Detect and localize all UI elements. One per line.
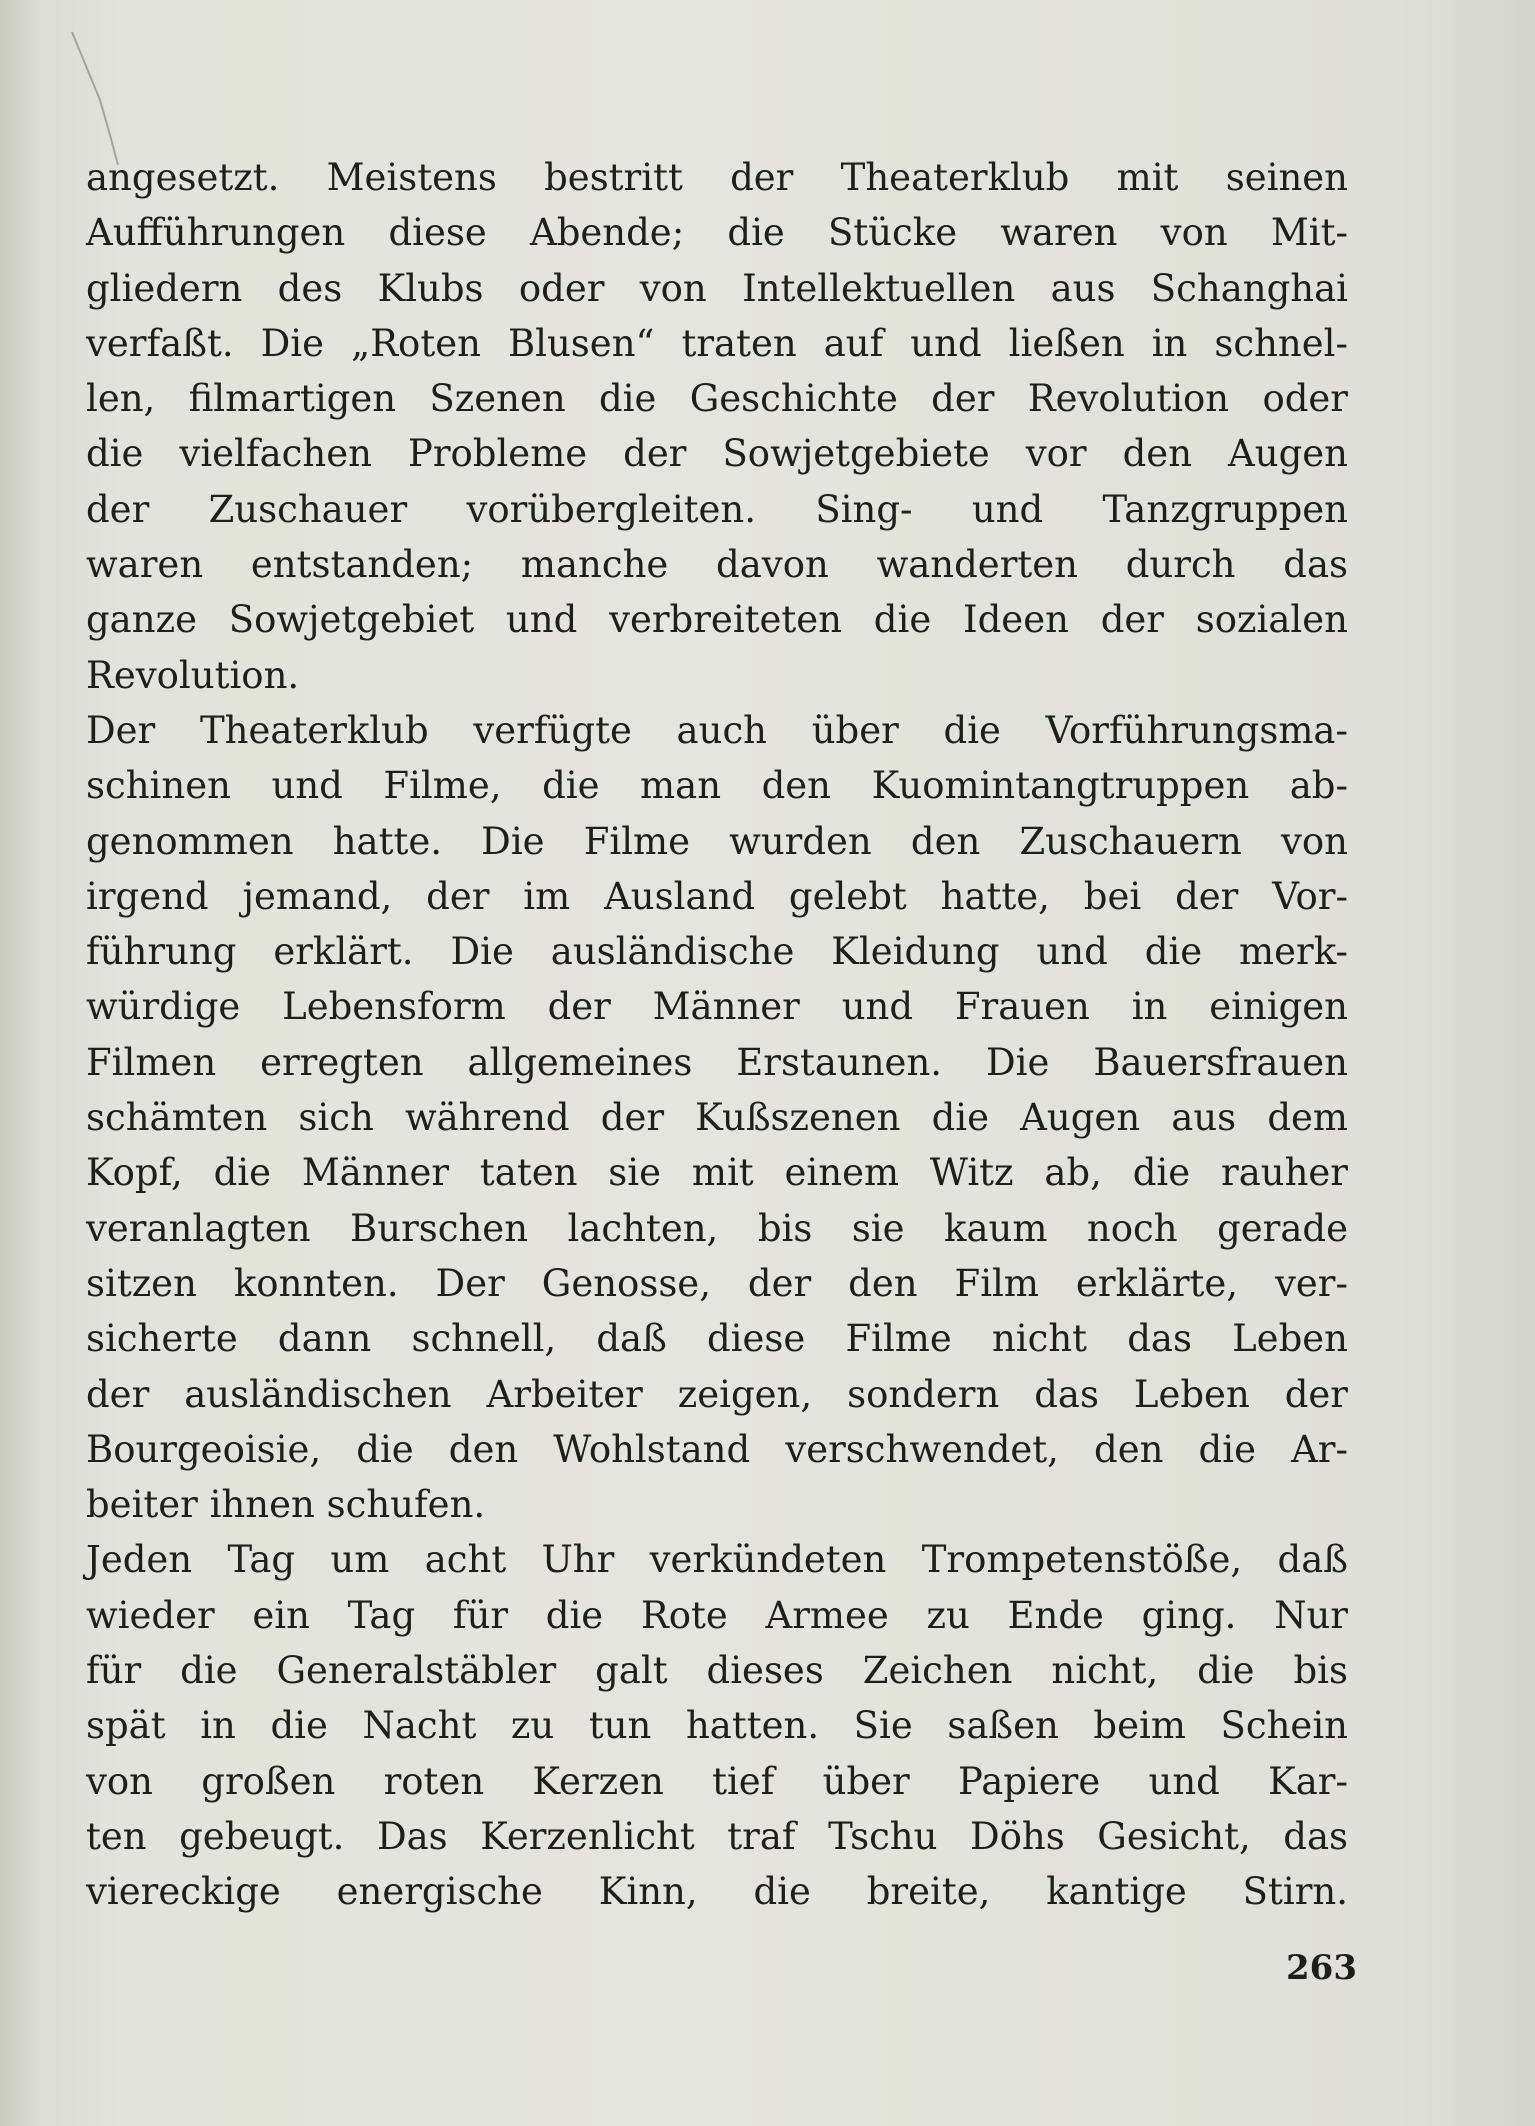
text-line: wieder ein Tag für die Rote Armee zu Ende ging. Nur bbox=[86, 1593, 1348, 1637]
text-line: Kopf, die Männer taten sie mit einem Witz ab, die rauher bbox=[86, 1151, 1348, 1195]
text-line: der Zuschauer vorübergleiten. Sing- und Tanzgruppen bbox=[86, 487, 1348, 531]
text-line: len, filmartigen Szenen die Geschichte der Revolution oder bbox=[86, 377, 1348, 421]
text-line: spät in die Nacht zu tun hatten. Sie saßen beim Schein bbox=[86, 1704, 1348, 1748]
text-line: sitzen konnten. Der Genosse, der den Film erklärte, ver- bbox=[86, 1261, 1348, 1305]
text-line: waren entstanden; manche davon wanderten durch das bbox=[86, 543, 1348, 587]
page-number: 263 bbox=[1286, 1948, 1357, 1988]
text-line: von großen roten Kerzen tief über Papiere und Kar- bbox=[86, 1759, 1348, 1803]
text-line: ganze Sowjetgebiet und verbreiteten die Ideen der sozialen bbox=[86, 598, 1348, 642]
text-line: angesetzt. Meistens bestritt der Theaterklub mit seinen bbox=[86, 156, 1348, 199]
text-line: ten gebeugt. Das Kerzenlicht traf Tschu Döhs Gesicht, das bbox=[86, 1814, 1348, 1858]
text-line: Der Theaterklub verfügte auch über die Vorführungsma- bbox=[86, 708, 1348, 752]
text-line: veranlagten Burschen lachten, bis sie kaum noch gerade bbox=[86, 1206, 1348, 1250]
text-line: genommen hatte. Die Filme wurden den Zuschauern von bbox=[86, 819, 1348, 863]
paper-scratch-mark bbox=[70, 30, 150, 170]
text-line: verfaßt. Die „Roten Blusen“ traten auf und ließen in schnel- bbox=[86, 321, 1348, 365]
body-text bbox=[86, 150, 1348, 1920]
text-line: Bourgeoisie, die den Wohlstand verschwendet, den die Ar- bbox=[86, 1427, 1348, 1471]
text-line: Aufführungen diese Abende; die Stücke waren von Mit- bbox=[86, 211, 1348, 255]
text-line: der ausländischen Arbeiter zeigen, sondern das Leben der bbox=[86, 1372, 1348, 1416]
text-line: sicherte dann schnell, daß diese Filme nicht das Leben bbox=[86, 1317, 1348, 1361]
text-line: führung erklärt. Die ausländische Kleidung und die merk- bbox=[86, 930, 1348, 974]
text-line: die vielfachen Probleme der Sowjetgebiete vor den Augen bbox=[86, 432, 1348, 476]
text-line: gliedern des Klubs oder von Intellektuellen aus Schanghai bbox=[86, 266, 1348, 310]
text-line: irgend jemand, der im Ausland gelebt hatte, bei der Vor- bbox=[86, 874, 1348, 918]
text-line: würdige Lebensform der Männer und Frauen in einigen bbox=[86, 985, 1348, 1029]
text-line: schämten sich während der Kußszenen die Augen aus dem bbox=[86, 1096, 1348, 1140]
text-line: für die Generalstäbler galt dieses Zeichen nicht, die bis bbox=[86, 1649, 1348, 1693]
text-line: schinen und Filme, die man den Kuomintangtruppen ab- bbox=[86, 764, 1348, 808]
text-line: viereckige energische Kinn, die breite, kantige Stirn. bbox=[86, 1870, 1348, 1914]
text-line-paragraph-end: Revolution. bbox=[86, 653, 300, 697]
text-line: Jeden Tag um acht Uhr verkündeten Trompetenstöße, daß bbox=[86, 1538, 1348, 1582]
text-line-paragraph-end: beiter ihnen schufen. bbox=[86, 1483, 486, 1527]
text-line: Filmen erregten allgemeines Erstaunen. Die Bauersfrauen bbox=[86, 1040, 1348, 1084]
